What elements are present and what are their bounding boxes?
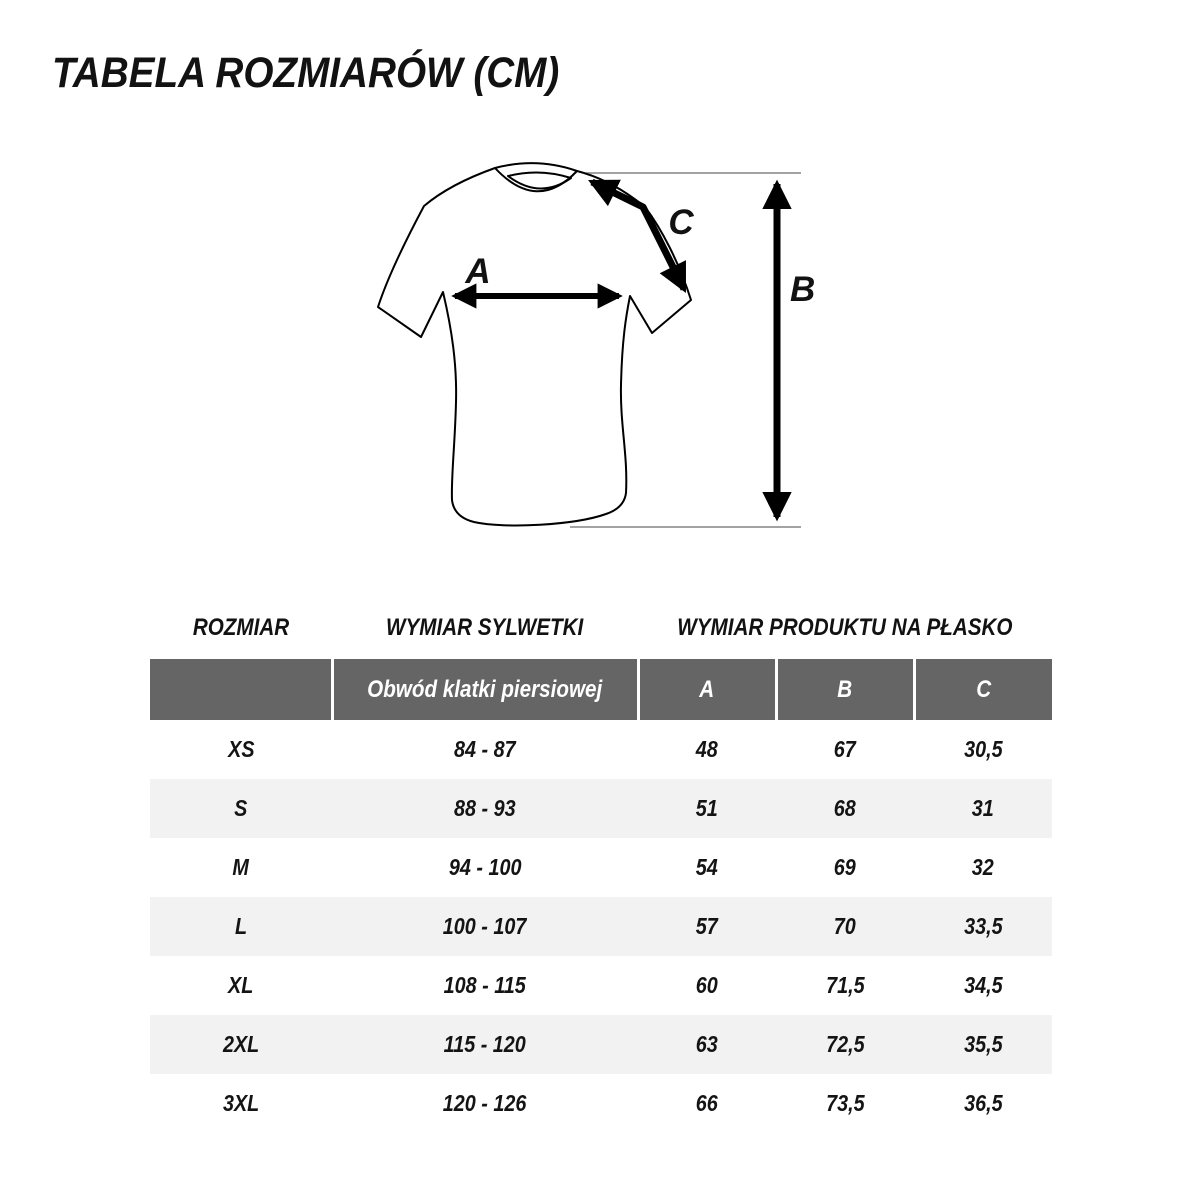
table-row <box>150 779 1052 838</box>
size-table-header <box>150 659 1052 720</box>
cell-a: 48 <box>695 736 719 762</box>
group-header-product-flat: WYMIAR PRODUKTU NA PŁASKO <box>677 614 1013 641</box>
subheader-b: B <box>776 659 914 720</box>
measure-label-c: C <box>668 203 694 242</box>
subheader-a: A <box>638 659 776 720</box>
cell-a: 63 <box>695 1031 719 1057</box>
table-row <box>150 956 1052 1015</box>
subheader-chest: Obwód klatki piersiowej <box>332 659 638 720</box>
cell-a: 66 <box>695 1090 719 1116</box>
tshirt-measurement-diagram <box>360 140 820 540</box>
cell-b: 73,5 <box>825 1090 865 1116</box>
subheader-c: C <box>914 659 1052 720</box>
cell-b: 68 <box>833 795 857 821</box>
group-header-size: ROZMIAR <box>192 614 290 641</box>
table-row <box>150 720 1052 779</box>
cell-b: 71,5 <box>825 972 865 998</box>
cell-chest: 84 - 87 <box>454 736 516 762</box>
sub-header-row <box>150 659 1052 720</box>
group-header-body-measure: WYMIAR SYLWETKI <box>386 614 584 641</box>
cell-a: 60 <box>695 972 719 998</box>
table-row <box>150 897 1052 956</box>
cell-size: 2XL <box>222 1031 260 1057</box>
size-table-section <box>150 610 1052 1133</box>
cell-c: 34,5 <box>963 972 1003 998</box>
cell-c: 30,5 <box>963 736 1003 762</box>
cell-c: 36,5 <box>963 1090 1003 1116</box>
measure-label-b: B <box>790 270 816 309</box>
table-row <box>150 838 1052 897</box>
cell-size: XS <box>227 736 255 762</box>
cell-chest: 108 - 115 <box>443 972 527 998</box>
cell-size: XL <box>228 972 254 998</box>
cell-chest: 88 - 93 <box>454 795 516 821</box>
cell-b: 67 <box>833 736 857 762</box>
cell-c: 35,5 <box>963 1031 1003 1057</box>
cell-b: 72,5 <box>825 1031 865 1057</box>
cell-c: 31 <box>971 795 995 821</box>
cell-chest: 120 - 126 <box>443 1090 527 1116</box>
cell-chest: 115 - 120 <box>443 1031 527 1057</box>
cell-b: 69 <box>833 854 857 880</box>
table-group-headers <box>150 610 1052 646</box>
size-table <box>150 659 1052 1133</box>
cell-c: 33,5 <box>963 913 1003 939</box>
cell-a: 57 <box>695 913 719 939</box>
tshirt-collar-outer <box>495 163 577 171</box>
page-title: TABELA ROZMIARÓW (CM) <box>52 49 560 97</box>
table-row <box>150 1074 1052 1133</box>
cell-b: 70 <box>833 913 857 939</box>
cell-size: S <box>234 795 248 821</box>
cell-size: M <box>232 854 250 880</box>
measure-label-a: A <box>465 252 491 291</box>
cell-size: 3XL <box>222 1090 260 1116</box>
cell-size: L <box>234 913 248 939</box>
size-table-body <box>150 720 1052 1133</box>
cell-a: 54 <box>695 854 719 880</box>
table-row <box>150 1015 1052 1074</box>
cell-a: 51 <box>695 795 719 821</box>
cell-chest: 94 - 100 <box>448 854 522 880</box>
subheader-empty <box>150 659 332 720</box>
cell-c: 32 <box>971 854 995 880</box>
tshirt-outline <box>378 168 691 525</box>
cell-chest: 100 - 107 <box>443 913 527 939</box>
